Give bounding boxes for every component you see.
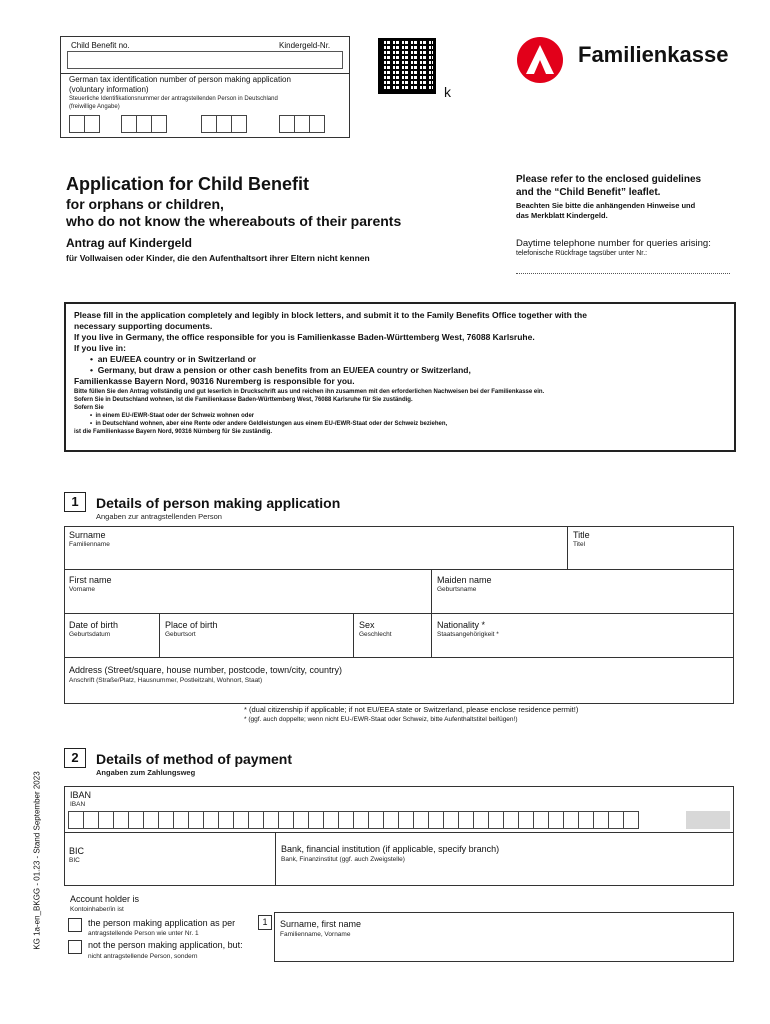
account-holder-label-de: Kontoinhaber/in ist bbox=[70, 906, 124, 913]
iban-cell[interactable] bbox=[113, 811, 129, 829]
tax-id-label: German tax identification number of person making application bbox=[69, 75, 291, 84]
notice-box bbox=[64, 302, 736, 452]
notice-de-bullet-2: • in Deutschland wohnen, aber eine Rente oder andere Geldleistungen aus einem EU-/EWR-Staat oder der Schweiz beziehen, bbox=[90, 421, 448, 427]
iban-cell[interactable] bbox=[338, 811, 354, 829]
iban-cell[interactable] bbox=[218, 811, 234, 829]
bic-field[interactable] bbox=[64, 832, 276, 886]
iban-cell[interactable] bbox=[488, 811, 504, 829]
iban-cell[interactable] bbox=[623, 811, 639, 829]
tax-id-cells-2[interactable] bbox=[121, 115, 166, 133]
address-label: Address (Street/square, house number, postcode, town/city, country) bbox=[69, 665, 342, 675]
iban-cell[interactable] bbox=[578, 811, 594, 829]
notice-line-4: If you live in: bbox=[74, 343, 126, 353]
child-benefit-no-label: Child Benefit no. bbox=[71, 41, 130, 50]
qr-code-image bbox=[378, 38, 436, 94]
form-code-side-text: KG 1a-en_BKGG - 01.23 - Stand September 2023 bbox=[32, 771, 42, 950]
iban-cell[interactable] bbox=[248, 811, 264, 829]
notice-de-bullet-1: • in einem EU-/EWR-Staat oder der Schweiz wohnen oder bbox=[90, 413, 255, 419]
notice-line-1: Please fill in the application completely and legibly in block letters, and submit it to the Family Benefits Office together with the bbox=[74, 310, 587, 320]
dob-label: Date of birth bbox=[69, 620, 119, 630]
nationality-footnote: * (dual citizenship if applicable; if not EU/EEA state or Switzerland, please enclose residence permit!) bbox=[244, 705, 579, 714]
notice-bullet-1-text: an EU/EEA country or in Switzerland or bbox=[97, 354, 257, 364]
logo-text: Familienkasse bbox=[578, 42, 729, 67]
notice-de-4: ist die Familienkasse Bayern Nord, 90316 Nürnberg für Sie zuständig. bbox=[74, 429, 273, 435]
tax-id-cells-1[interactable] bbox=[69, 115, 99, 133]
iban-cell[interactable] bbox=[368, 811, 384, 829]
bank-label: Bank, financial institution (if applicable, specify branch) bbox=[281, 844, 500, 854]
first-name-field[interactable] bbox=[64, 570, 432, 614]
notice-bullet-2-text: Germany, but draw a pension or other cash benefits from an EU/EEA country or Switzerland, bbox=[97, 365, 471, 375]
holder-not-applicant-label: not the person making application, but: bbox=[88, 940, 243, 950]
bank-label-de: Bank, Finanzinstitut (ggf. auch Zweigstelle) bbox=[281, 856, 405, 863]
subtitle-1: for orphans or children, bbox=[66, 196, 224, 212]
first-name-label: First name bbox=[69, 575, 112, 585]
surname-field[interactable] bbox=[64, 526, 568, 570]
notice-de-1: Bitte füllen Sie den Antrag vollständig und gut leserlich in Druckschrift aus und reichen ihn zusammen mit den erforderlichen Nachweisen bei der Familienkasse ein. bbox=[74, 389, 545, 395]
iban-cell[interactable] bbox=[293, 811, 309, 829]
address-field[interactable] bbox=[64, 658, 734, 704]
notice-line-5: Familienkasse Bayern Nord, 90316 Nuremberg is responsible for you. bbox=[74, 376, 355, 386]
nationality-label-de: Staatsangehörigkeit * bbox=[437, 631, 499, 638]
iban-cell[interactable] bbox=[518, 811, 534, 829]
holder-name-label: Surname, first name bbox=[280, 919, 362, 929]
notice-line-2: necessary supporting documents. bbox=[74, 321, 213, 331]
notice-de-3: Sofern Sie bbox=[74, 405, 104, 411]
iban-cell[interactable] bbox=[308, 811, 324, 829]
notice-de-bullet-1-text: in einem EU-/EWR-Staat oder der Schweiz wohnen oder bbox=[95, 413, 255, 419]
iban-cell[interactable] bbox=[473, 811, 489, 829]
top-info-box bbox=[60, 36, 350, 138]
phone-label-de: telefonische Rückfrage tagsüber unter Nr.: bbox=[516, 250, 648, 257]
iban-grey-cell bbox=[686, 811, 730, 829]
iban-cell[interactable] bbox=[233, 811, 249, 829]
sex-label-de: Geschlecht bbox=[359, 631, 392, 638]
holder-name-field[interactable] bbox=[274, 912, 734, 962]
iban-cell[interactable] bbox=[548, 811, 564, 829]
section-1-title: Details of person making application bbox=[96, 495, 341, 511]
iban-cell[interactable] bbox=[203, 811, 219, 829]
holder-not-applicant-label-de: nicht antragstellende Person, sondern bbox=[88, 953, 198, 960]
nationality-label: Nationality * bbox=[437, 620, 486, 630]
tax-id-voluntary-de: (freiwillige Angabe) bbox=[69, 104, 120, 110]
tax-id-label-de: Steuerliche Identifikationsnummer der antragstellenden Person in Deutschland bbox=[69, 96, 278, 102]
subtitle-de: für Vollwaisen oder Kinder, die den Aufenthaltsort ihrer Eltern nicht kennen bbox=[66, 253, 370, 263]
account-holder-label: Account holder is bbox=[70, 894, 140, 904]
surname-label-de: Familienname bbox=[69, 541, 110, 548]
nationality-field[interactable] bbox=[432, 614, 734, 658]
notice-de-2: Sofern Sie in Deutschland wohnen, ist die Familienkasse Baden-Württemberg West, 76088 Karlsruhe für Sie zuständig. bbox=[74, 397, 413, 403]
iban-cell[interactable] bbox=[413, 811, 429, 829]
iban-cell[interactable] bbox=[398, 811, 414, 829]
section-2-title: Details of method of payment bbox=[96, 751, 293, 767]
sex-label: Sex bbox=[359, 620, 375, 630]
iban-cell[interactable] bbox=[608, 811, 624, 829]
holder-is-applicant-label: the person making application as per bbox=[88, 918, 236, 928]
dob-label-de: Geburtsdatum bbox=[69, 631, 111, 638]
iban-cell[interactable] bbox=[563, 811, 579, 829]
address-label-de: Anschrift (Straße/Platz, Hausnummer, Postleitzahl, Wohnort, Staat) bbox=[69, 677, 263, 684]
iban-cell[interactable] bbox=[188, 811, 204, 829]
maiden-name-label-de: Geburtsname bbox=[437, 586, 477, 593]
iban-label-de: IBAN bbox=[70, 801, 86, 808]
tax-id-cells-4[interactable] bbox=[279, 115, 324, 133]
familienkasse-logo bbox=[516, 36, 564, 84]
holder-is-applicant-label-de: antragstellende Person wie unter Nr. 1 bbox=[88, 930, 199, 937]
iban-cell[interactable] bbox=[428, 811, 444, 829]
pob-label-de: Geburtsort bbox=[165, 631, 196, 638]
iban-cell[interactable] bbox=[383, 811, 399, 829]
date-of-birth-field[interactable] bbox=[64, 614, 160, 658]
iban-cell[interactable] bbox=[98, 811, 114, 829]
guidelines-de-2: das Merkblatt Kindergeld. bbox=[516, 211, 608, 220]
pob-label: Place of birth bbox=[165, 620, 218, 630]
title-de: Antrag auf Kindergeld bbox=[66, 236, 193, 250]
bank-field[interactable] bbox=[276, 832, 734, 886]
iban-cell[interactable] bbox=[353, 811, 369, 829]
logo-icon bbox=[516, 36, 564, 84]
notice-line-3: If you live in Germany, the office responsible for you is Familienkasse Baden-Württemberg West, 76088 Karlsruhe. bbox=[74, 332, 535, 342]
iban-cell[interactable] bbox=[68, 811, 84, 829]
first-name-label-de: Vorname bbox=[69, 586, 96, 593]
iban-cell[interactable] bbox=[143, 811, 159, 829]
iban-label: IBAN bbox=[70, 790, 92, 800]
iban-cell[interactable] bbox=[458, 811, 474, 829]
section-1-number: 1 bbox=[64, 492, 86, 512]
iban-cell[interactable] bbox=[503, 811, 519, 829]
iban-cell[interactable] bbox=[158, 811, 174, 829]
maiden-name-field[interactable] bbox=[432, 570, 734, 614]
guidelines-en-2: and the “Child Benefit” leaflet. bbox=[516, 187, 661, 198]
phone-label: Daytime telephone number for queries arising: bbox=[516, 238, 711, 249]
bic-label-de: BIC bbox=[69, 857, 80, 864]
notice-bullet-2: • Germany, but draw a pension or other cash benefits from an EU/EEA country or Switzerland, bbox=[90, 365, 471, 375]
holder-not-applicant-checkbox[interactable] bbox=[68, 940, 82, 954]
iban-cell[interactable] bbox=[173, 811, 189, 829]
holder-is-applicant-ref: 1 bbox=[258, 915, 272, 930]
phone-input[interactable] bbox=[516, 264, 730, 274]
title-label: Title bbox=[573, 530, 590, 540]
tax-id-cells-3[interactable] bbox=[201, 115, 246, 133]
kindergeld-nr-label: Kindergeld-Nr. bbox=[279, 41, 331, 50]
maiden-name-label: Maiden name bbox=[437, 575, 492, 585]
holder-is-applicant-checkbox[interactable] bbox=[68, 918, 82, 932]
iban-cell[interactable] bbox=[443, 811, 459, 829]
iban-cell[interactable] bbox=[533, 811, 549, 829]
child-benefit-no-input[interactable] bbox=[67, 51, 343, 69]
tax-id-voluntary: (voluntary information) bbox=[69, 85, 149, 94]
iban-cell[interactable] bbox=[323, 811, 339, 829]
notice-bullet-1: • an EU/EEA country or in Switzerland or bbox=[90, 354, 257, 364]
guidelines-de-1: Beachten Sie bitte die anhängenden Hinweise und bbox=[516, 201, 696, 210]
notice-de-bullet-2-text: in Deutschland wohnen, aber eine Rente oder andere Geldleistungen aus einem EU-/EWR-Staat oder der Schweiz beziehen, bbox=[95, 421, 448, 427]
place-of-birth-field[interactable] bbox=[160, 614, 354, 658]
section-2-title-de: Angaben zum Zahlungsweg bbox=[96, 768, 196, 777]
guidelines-en-1: Please refer to the enclosed guidelines bbox=[516, 174, 702, 185]
surname-label: Surname bbox=[69, 530, 106, 540]
section-2-number: 2 bbox=[64, 748, 86, 768]
iban-cell[interactable] bbox=[593, 811, 609, 829]
main-title: Application for Child Benefit bbox=[66, 174, 309, 194]
iban-cell[interactable] bbox=[278, 811, 294, 829]
subtitle-2: who do not know the whereabouts of their parents bbox=[66, 213, 402, 229]
holder-name-label-de: Familienname, Vorname bbox=[280, 931, 351, 938]
iban-cell[interactable] bbox=[83, 811, 99, 829]
section-1-title-de: Angaben zur antragstellenden Person bbox=[96, 512, 222, 521]
title-label-de: Titel bbox=[573, 541, 586, 548]
iban-cell[interactable] bbox=[128, 811, 144, 829]
iban-cells[interactable] bbox=[68, 811, 638, 829]
sex-field[interactable] bbox=[354, 614, 432, 658]
nationality-footnote-de: * (ggf. auch doppelte; wenn nicht EU-/EWR-Staat oder Schweiz, bitte Aufenthaltstitel beifügen!) bbox=[244, 716, 518, 723]
bic-label: BIC bbox=[69, 846, 85, 856]
iban-cell[interactable] bbox=[263, 811, 279, 829]
qr-suffix: k bbox=[444, 84, 451, 100]
title-field[interactable] bbox=[568, 526, 734, 570]
